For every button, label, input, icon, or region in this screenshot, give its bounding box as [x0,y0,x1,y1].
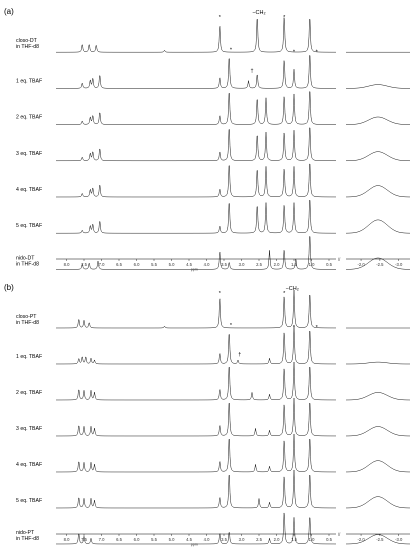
x-tick-label: 3.0 [238,537,245,542]
trace-label: 1 eq. TBAF [16,354,43,360]
asterisk-annotation: * [315,325,318,331]
asterisk-annotation: * [283,291,286,297]
x-tick-label: 5.0 [168,537,175,542]
asterisk-annotation: * [283,15,286,22]
spectrum-trace [56,326,336,364]
boron-region-trace [346,392,410,400]
asterisk-annotation: * [292,49,296,56]
x-tick-label: 1.0 [308,262,315,267]
trace-label: in THF-d8 [16,536,39,542]
x-tick-label: 2.0 [273,262,280,267]
x-tick-label: 4.5 [186,537,192,542]
x-tick-label: 6.5 [116,537,122,542]
boron-region-trace [346,497,410,508]
spectrum-trace [56,128,336,161]
spectrum-trace [56,434,336,472]
x-tick-label: 3.0 [238,262,245,267]
x-tick-label: 2.0 [273,537,280,542]
trace-label: in THF-d8 [16,44,39,51]
x-axis-unit: ppm [190,267,198,272]
trace-label: nido-PT [16,530,35,536]
x-tick-label: 2.5 [256,262,262,267]
boron-region-trace [346,362,410,364]
trace-label: 5 eq. TBAF [16,223,43,230]
asterisk-annotation: * [292,325,296,331]
spectrum-trace [56,470,336,508]
trace-label: 3 eq. TBAF [16,150,43,157]
spectrum-trace [56,92,336,125]
spectrum-trace [56,398,336,436]
spectrum-trace [56,200,336,233]
boron-region-trace [346,427,410,436]
panel-label: (b) [4,283,14,292]
x-tick-label: 6.0 [133,262,140,267]
x-tick-label: 6.0 [133,537,140,542]
axis-break-mark: // [338,257,341,262]
trace-label: 2 eq. TBAF [16,390,43,396]
boron-region-trace [346,152,410,161]
asterisk-annotation: * [229,323,233,329]
x-tick-label: 3.5 [221,262,227,267]
x-tick-label: 8.0 [63,537,70,542]
trace-label: 4 eq. TBAF [16,462,43,468]
trace-label: 1 eq. TBAF [16,78,43,85]
x-tick-label: -2.0 [357,262,365,267]
x-tick-label: 1.0 [308,537,315,542]
trace-label: 2 eq. TBAF [16,114,43,121]
spectrum-trace [56,56,336,89]
x-tick-label: 6.5 [116,262,122,267]
trace-label: closo-PT [16,314,37,320]
x-tick-label: -3.0 [395,262,403,267]
boron-region-trace [346,117,410,125]
x-tick-label: -3.0 [395,537,403,542]
x-tick-label: -2.5 [376,262,384,267]
boron-region-trace [346,461,410,472]
dagger-annotation: † [238,352,242,358]
asterisk-annotation: * [218,15,221,22]
x-tick-label: 7.0 [98,537,105,542]
trace-label: nido-DT [16,255,35,262]
ch2-annotation: −CH₂ [252,10,266,17]
dagger-annotation: † [250,68,254,75]
x-tick-label: -2.5 [376,537,384,542]
panel-label: (a) [4,7,14,16]
x-tick-label: 0.5 [326,262,332,267]
trace-label: 5 eq. TBAF [16,498,43,504]
boron-region-trace [346,85,410,89]
spectrum-trace [56,290,336,328]
x-tick-label: 2.5 [256,537,262,542]
x-tick-label: 0.5 [326,537,332,542]
x-tick-label: 7.5 [81,262,87,267]
trace-label: closo-DT [16,38,37,45]
boron-region-trace [346,186,410,197]
x-tick-label: 7.0 [98,262,105,267]
trace-label: in THF-d8 [16,261,39,268]
x-tick-label: 5.5 [151,537,157,542]
spectrum-trace [56,164,336,197]
x-axis-unit: ppm [190,542,198,547]
x-tick-label: 4.0 [203,262,210,267]
x-tick-label: 4.0 [203,537,210,542]
ch2-annotation: −CH₂ [285,286,299,292]
x-tick-label: 7.5 [81,537,87,542]
trace-label: in THF-d8 [16,320,39,326]
trace-label: 4 eq. TBAF [16,187,43,193]
spectrum-trace [56,18,336,56]
x-tick-label: 5.0 [168,262,175,267]
asterisk-annotation: * [229,47,233,54]
x-tick-label: 5.5 [151,262,157,267]
x-tick-label: -2.0 [357,537,365,542]
axis-break-mark: // [338,532,341,537]
asterisk-annotation: * [218,291,221,297]
asterisk-annotation: * [315,49,318,56]
x-tick-label: 3.5 [221,537,227,542]
spectrum-trace [56,362,336,400]
x-tick-label: 1.5 [291,537,297,542]
x-tick-label: 8.0 [63,262,70,267]
x-tick-label: 4.5 [186,262,192,267]
trace-label: 3 eq. TBAF [16,426,43,432]
boron-region-trace [346,220,410,233]
x-tick-label: 1.5 [291,262,297,267]
